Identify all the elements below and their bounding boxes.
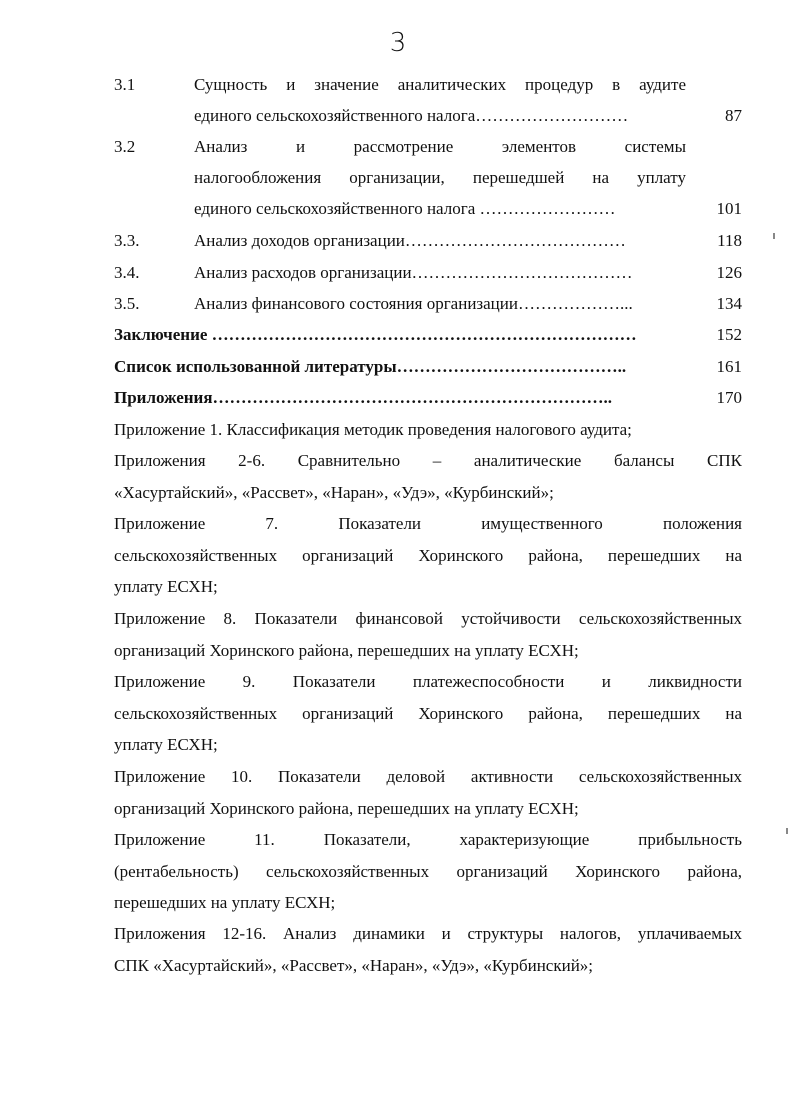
toc-entry-title xyxy=(194,131,686,224)
appendix-line: перешедших на уплату ЕСХН; xyxy=(114,893,336,912)
appendix-line: Приложение 10. Показатели деловой активности сельскохозяйственных xyxy=(114,767,742,786)
toc-section-title: Приложения…………………………………………………………….. xyxy=(114,388,613,407)
appendix-line: Приложение 11. Показатели, характеризующие прибыльность xyxy=(114,830,742,849)
scan-mark xyxy=(773,233,775,239)
toc-section-page: 170 xyxy=(716,388,742,407)
toc-section-title: Список использованной литературы………………………………….. xyxy=(114,357,627,376)
toc-section-title: Заключение ………………………………………………………………… xyxy=(114,325,637,344)
appendix-line: сельскохозяйственных организаций Хоринского района, перешедших на xyxy=(114,703,742,723)
toc-entry-page: 126 xyxy=(716,263,742,282)
toc-section xyxy=(114,382,742,413)
toc-entry-number: 3.5. xyxy=(114,294,140,313)
page-number: 3 xyxy=(389,28,407,58)
toc-entry-number: 3.4. xyxy=(114,263,140,282)
appendix-entry xyxy=(114,414,742,446)
appendix-entry xyxy=(114,666,742,761)
appendix-line: Приложение 1. Классификация методик проведения налогового аудита; xyxy=(114,420,632,439)
appendix-line: Приложения 12-16. Анализ динамики и структуры налогов, уплачиваемых xyxy=(114,924,742,943)
appendix-entry xyxy=(114,761,742,824)
toc-entry-line: единого сельскохозяйственного налога……………………… xyxy=(194,106,629,125)
appendix-entry xyxy=(114,445,742,508)
appendix-line: сельскохозяйственных организаций Хоринского района, перешедших на xyxy=(114,545,742,565)
toc-entry-page: 134 xyxy=(716,294,742,313)
appendix-line: организаций Хоринского района, перешедших на уплату ЕСХН; xyxy=(114,798,579,818)
toc-section xyxy=(114,351,742,382)
appendix-entry xyxy=(114,824,742,919)
toc-entry-line: Анализ расходов организации………………………………… xyxy=(194,263,633,282)
appendix-line: Приложение 9. Показатели платежеспособности и ликвидности xyxy=(114,672,742,691)
appendix-line: Приложение 7. Показатели имущественного положения xyxy=(114,514,742,533)
toc-entry-number: 3.1 xyxy=(114,75,136,94)
appendix-line: уплату ЕСХН; xyxy=(114,577,218,596)
toc-entry-title xyxy=(194,69,686,131)
toc-entry-title xyxy=(194,257,686,288)
toc-entry-number: 3.2 xyxy=(114,137,136,156)
toc-entry-number: 3.3. xyxy=(114,231,140,250)
appendix-line: уплату ЕСХН; xyxy=(114,735,218,754)
appendix-entry xyxy=(114,918,742,981)
appendix-line: «Хасуртайский», «Рассвет», «Наран», «Удэ», «Курбинский»; xyxy=(114,482,554,502)
toc-entry-page: 87 xyxy=(725,106,742,125)
toc-entry-line: единого сельскохозяйственного налога …………………… xyxy=(194,199,616,218)
toc-section-page: 161 xyxy=(716,357,742,376)
appendix-entry xyxy=(114,508,742,603)
toc-entry-line: Анализ и рассмотрение элементов системы xyxy=(194,137,686,156)
toc-entry-page: 118 xyxy=(717,231,742,250)
toc-entry-line: Анализ финансового состояния организации………………... xyxy=(194,294,633,313)
toc-section xyxy=(114,319,742,350)
toc-entry-page: 101 xyxy=(716,199,742,218)
toc-entry-line: Анализ доходов организации………………………………… xyxy=(194,231,626,250)
appendix-entry xyxy=(114,603,742,666)
appendix-line: (рентабельность) сельскохозяйственных организаций Хоринского района, xyxy=(114,861,742,881)
appendix-line: организаций Хоринского района, перешедших на уплату ЕСХН; xyxy=(114,640,579,660)
scan-mark xyxy=(786,828,788,834)
toc-entry-title xyxy=(194,225,686,256)
toc-entry-line: Сущность и значение аналитических процедур в аудите xyxy=(194,75,686,94)
appendix-line: Приложение 8. Показатели финансовой устойчивости сельскохозяйственных xyxy=(114,609,742,628)
toc-section-page: 152 xyxy=(716,325,742,344)
appendix-line: СПК «Хасуртайский», «Рассвет», «Наран», «Удэ», «Курбинский»; xyxy=(114,955,594,975)
toc-entry-line: налогообложения организации, перешедшей на уплату xyxy=(194,168,686,187)
toc-entry-title xyxy=(194,288,686,319)
appendix-line: Приложения 2-6. Сравнительно – аналитические балансы СПК xyxy=(114,451,742,470)
